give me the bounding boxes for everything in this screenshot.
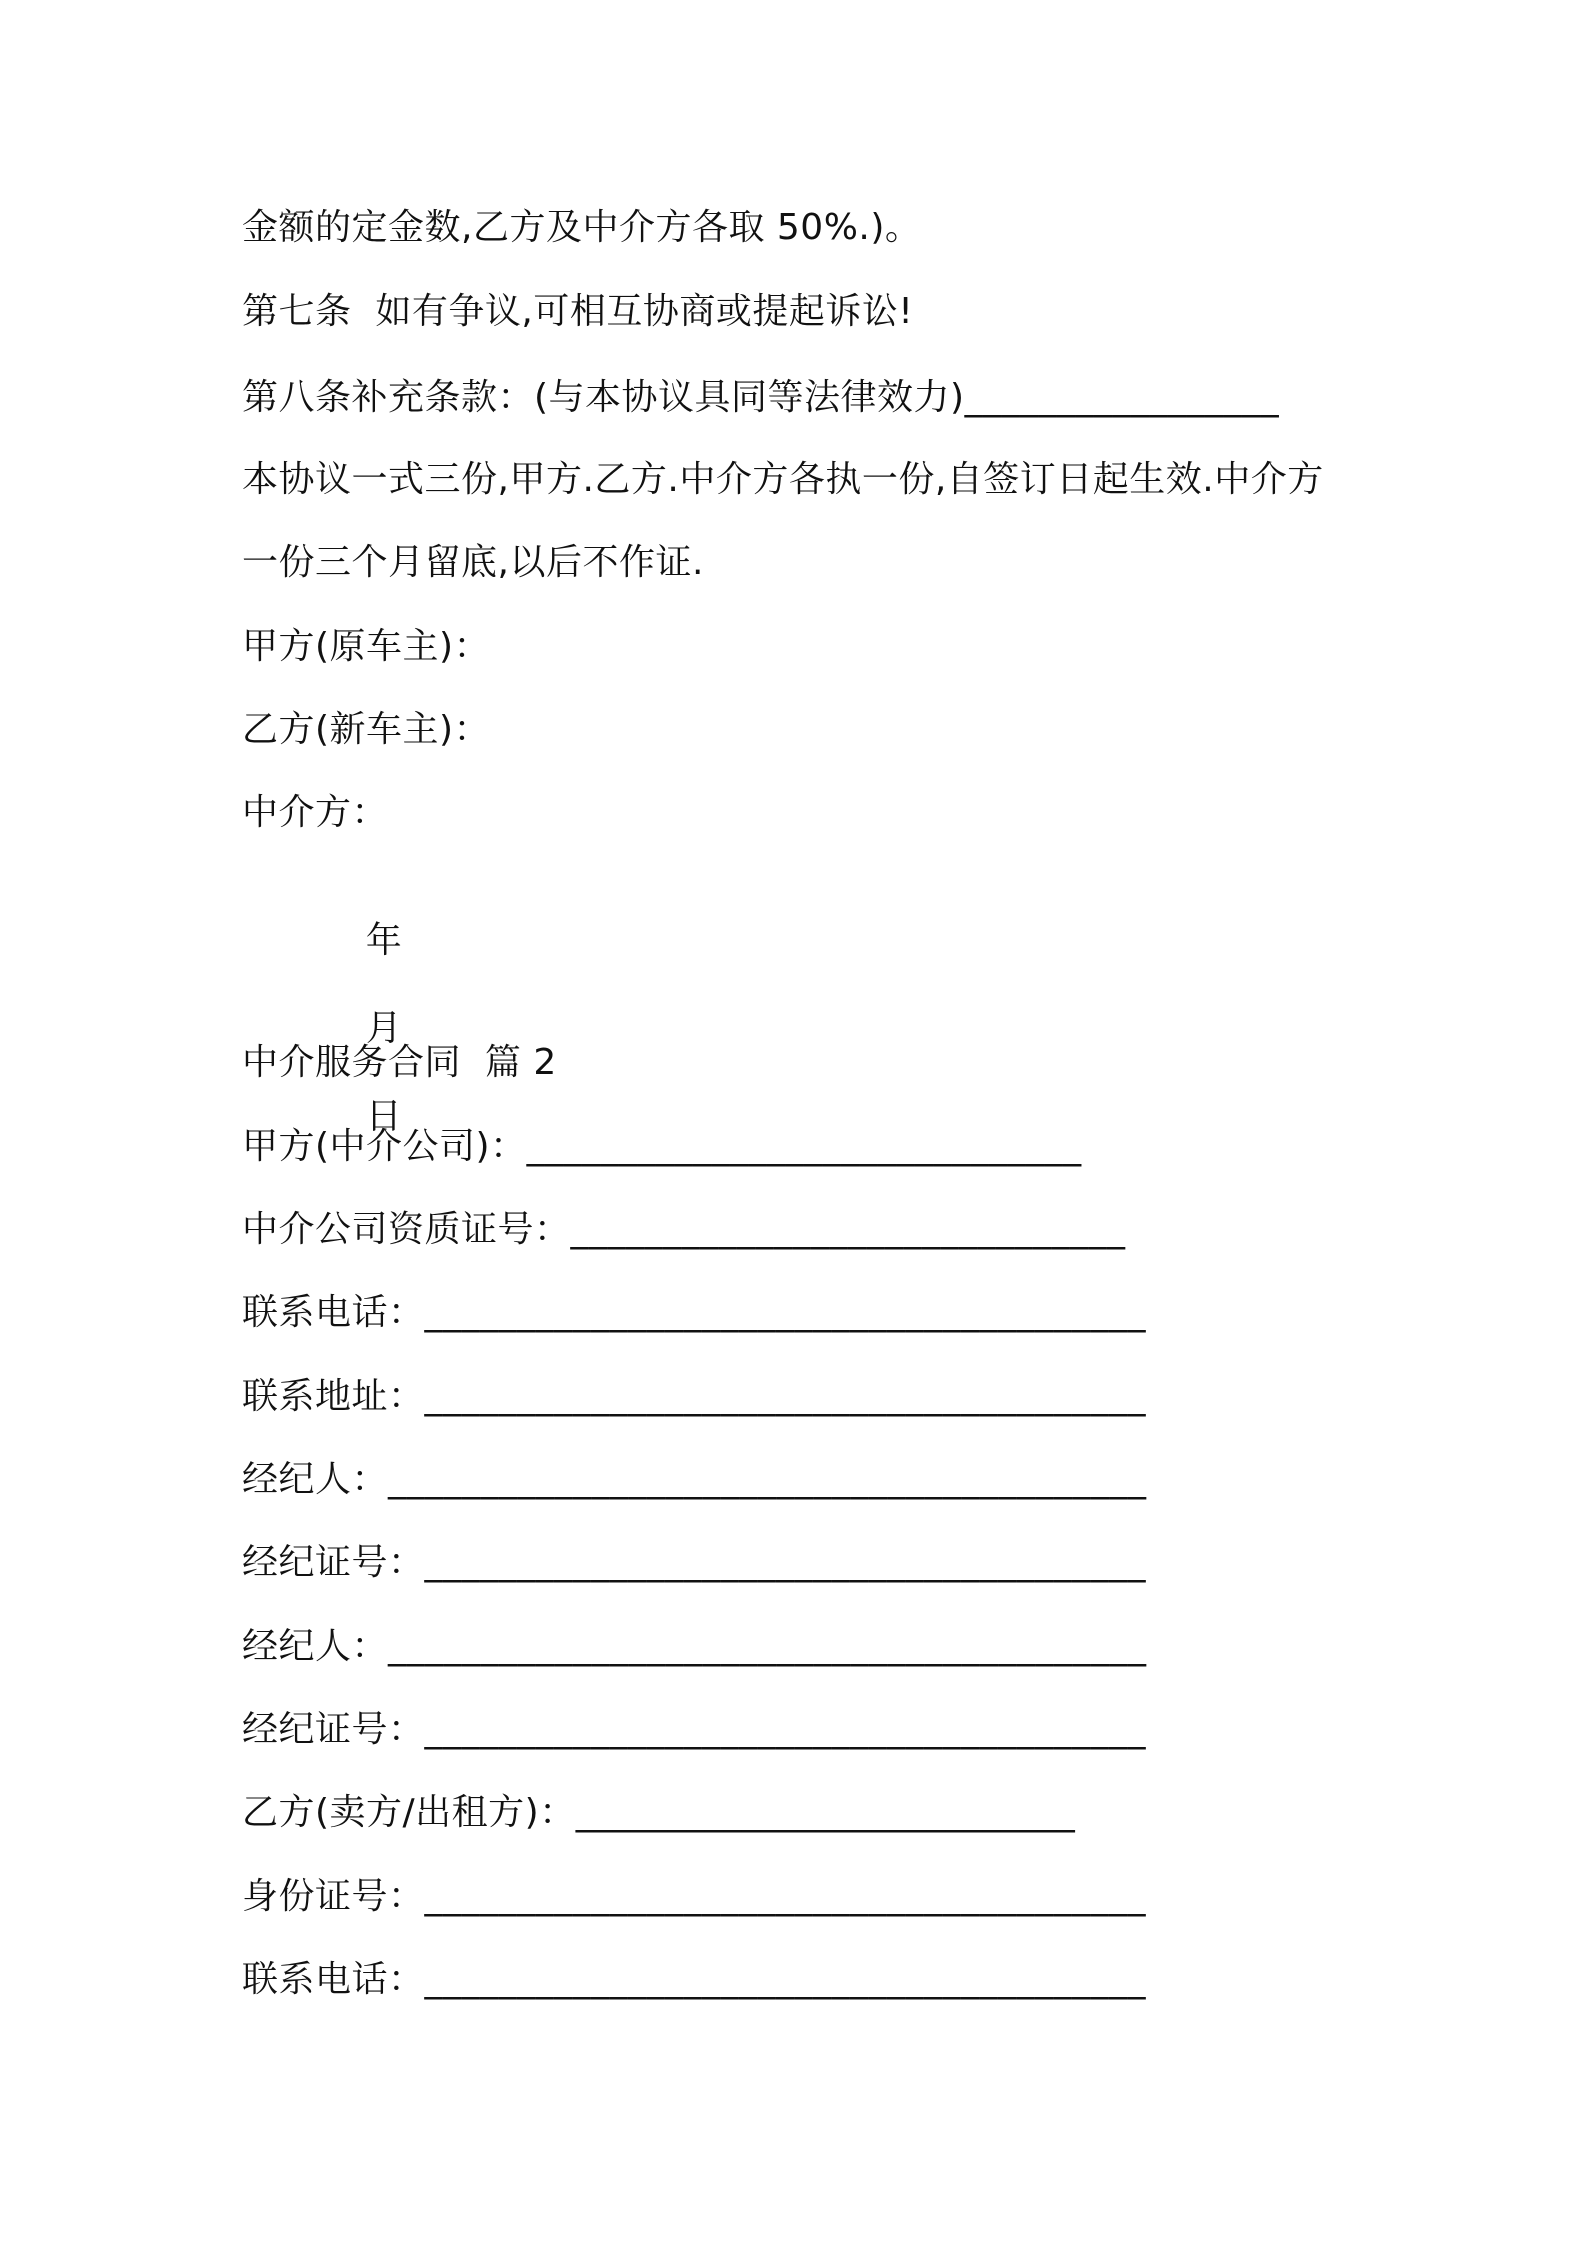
article-7-text: 第七条 如有争议,可相互协商或提起诉讼! — [242, 291, 914, 332]
contact-address-field: 联系地址：_______________________________________ — [242, 1376, 1147, 1417]
party-b-seller-field: 乙方(卖方/出租方)：___________________________ — [242, 1792, 1076, 1833]
copies-clause-line-2: 一份三个月留底,以后不作证. — [242, 542, 704, 583]
contact-phone-field-2: 联系电话：_______________________________________ — [242, 1959, 1147, 2000]
continued-clause-text: 金额的定金数,乙方及中介方各取 50%.)。 — [242, 207, 922, 248]
broker-license-field: 经纪证号：_______________________________________ — [242, 1542, 1147, 1583]
date-month-label: 月 — [365, 1008, 403, 1049]
contact-phone-field: 联系电话：_______________________________________ — [242, 1292, 1147, 1333]
intermediary-company-field: 甲方(中介公司)：______________________________ — [242, 1126, 1082, 1167]
intermediary-signature-label: 中介方： — [242, 792, 389, 833]
contract-2-title: 中介服务合同 篇 2 — [242, 1042, 557, 1083]
broker-field: 经纪人：_________________________________________ — [242, 1459, 1147, 1500]
party-a-signature-label: 甲方(原车主)： — [242, 626, 491, 667]
qualification-number-field: 中介公司资质证号：______________________________ — [242, 1209, 1126, 1250]
party-b-signature-label: 乙方(新车主)： — [242, 709, 491, 750]
id-number-field: 身份证号：_______________________________________ — [242, 1876, 1147, 1917]
broker-license-field-2: 经纪证号：_______________________________________ — [242, 1709, 1147, 1750]
broker-field-2: 经纪人：_________________________________________ — [242, 1626, 1147, 1667]
article-8-text: 第八条补充条款：(与本协议具同等法律效力)_________________ — [242, 377, 1280, 418]
date-day-label: 日 — [365, 1096, 403, 1137]
copies-clause-line-1: 本协议一式三份,甲方.乙方.中介方各执一份,自签订日起生效.中介方 — [242, 459, 1324, 500]
date-year-label: 年 — [365, 920, 403, 961]
